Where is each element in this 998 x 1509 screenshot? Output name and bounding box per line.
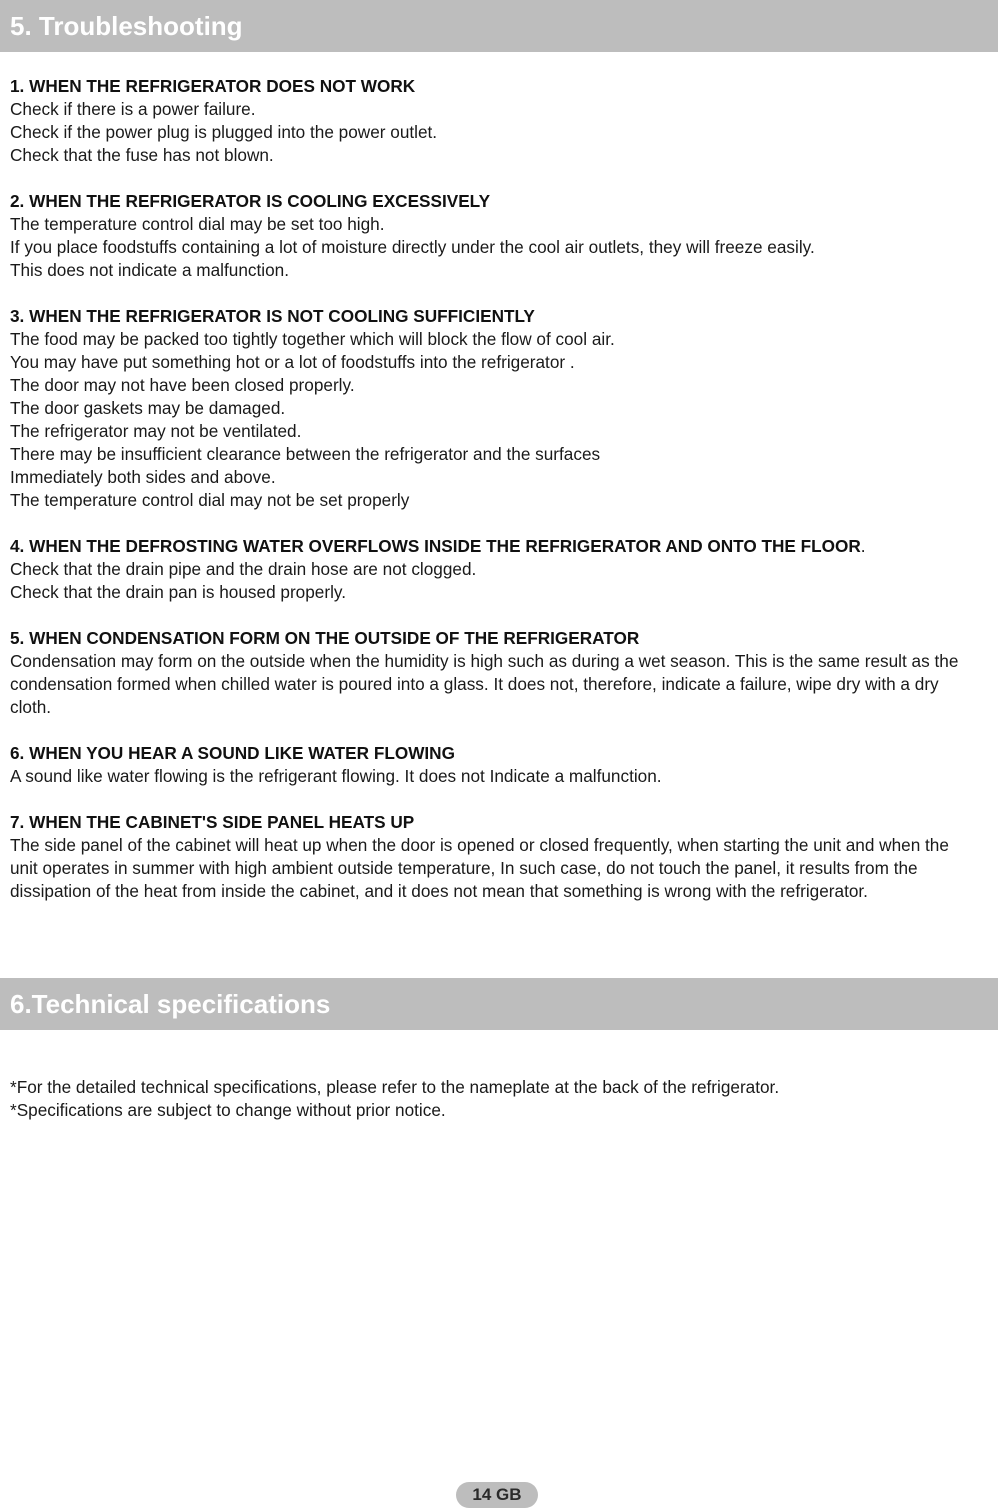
technical-specs-header-bar	[0, 978, 998, 1030]
spec-note: *Specifications are subject to change without prior notice.	[10, 1100, 446, 1120]
troubleshooting-item-7	[10, 811, 976, 903]
page-number-badge: 14 GB	[456, 1482, 538, 1508]
troubleshooting-content	[10, 75, 976, 926]
item-heading: 7. WHEN THE CABINET'S SIDE PANEL HEATS UP	[10, 812, 415, 832]
item-paragraph: The side panel of the cabinet will heat up when the door is opened or closed frequently, when starting the unit and when the unit operates in summer with high ambient outside temperature, In such case, do not touch the panel, it results from the dissipation of the heat from inside the cabinet, and it does not mean that something is wrong with the refrigerator.	[10, 835, 949, 901]
item-paragraph: A sound like water flowing is the refrigerant flowing. It does not Indicate a malfunction.	[10, 766, 662, 786]
item-line: You may have put something hot or a lot of foodstuffs into the refrigerator .	[10, 352, 575, 372]
item-line: Check that the drain pipe and the drain hose are not clogged.	[10, 559, 477, 579]
item-heading-suffix: .	[860, 536, 866, 556]
item-line: The temperature control dial may not be set properly	[10, 490, 410, 510]
item-line: The temperature control dial may be set too high.	[10, 214, 385, 234]
item-line: Check if there is a power failure.	[10, 99, 256, 119]
troubleshooting-item-5	[10, 627, 976, 719]
item-line: There may be insufficient clearance between the refrigerator and the surfaces	[10, 444, 601, 464]
item-heading-text: 4. WHEN THE DEFROSTING WATER OVERFLOWS INSIDE THE REFRIGERATOR AND ONTO THE FLOOR	[10, 536, 861, 556]
item-line: The door may not have been closed properly.	[10, 375, 355, 395]
item-line: The food may be packed too tightly together which will block the flow of cool air.	[10, 329, 615, 349]
item-line: If you place foodstuffs containing a lot of moisture directly under the cool air outlets, they will freeze easily.	[10, 237, 815, 257]
item-heading: 5. WHEN CONDENSATION FORM ON THE OUTSIDE OF THE REFRIGERATOR	[10, 628, 640, 648]
item-heading: 6. WHEN YOU HEAR A SOUND LIKE WATER FLOWING	[10, 743, 455, 763]
item-line: Check that the fuse has not blown.	[10, 145, 274, 165]
item-line: This does not indicate a malfunction.	[10, 260, 289, 280]
troubleshooting-item-1	[10, 75, 976, 167]
item-heading: 2. WHEN THE REFRIGERATOR IS COOLING EXCESSIVELY	[10, 191, 491, 211]
troubleshooting-item-4	[10, 535, 976, 604]
item-paragraph: Condensation may form on the outside when the humidity is high such as during a wet season. This is the same result as the condensation formed when chilled water is poured into a glass. It does not, therefore, indicate a failure, wipe dry with a dry cloth.	[10, 651, 959, 717]
troubleshooting-header-bar	[0, 0, 998, 52]
item-heading: 1. WHEN THE REFRIGERATOR DOES NOT WORK	[10, 76, 416, 96]
troubleshooting-item-2	[10, 190, 976, 282]
item-line: Check that the drain pan is housed properly.	[10, 582, 346, 602]
technical-specs-title: 6.Technical specifications	[10, 989, 331, 1019]
troubleshooting-title: 5. Troubleshooting	[10, 11, 243, 41]
item-line: Check if the power plug is plugged into the power outlet.	[10, 122, 438, 142]
troubleshooting-item-3	[10, 305, 976, 512]
technical-specs-content	[10, 1076, 976, 1122]
item-line: The door gaskets may be damaged.	[10, 398, 286, 418]
spec-note: *For the detailed technical specifications, please refer to the nameplate at the back of the refrigerator.	[10, 1077, 780, 1097]
troubleshooting-item-6	[10, 742, 976, 788]
item-heading: 3. WHEN THE REFRIGERATOR IS NOT COOLING SUFFICIENTLY	[10, 306, 535, 326]
item-heading	[10, 535, 976, 558]
item-line: The refrigerator may not be ventilated.	[10, 421, 302, 441]
item-line: Immediately both sides and above.	[10, 467, 276, 487]
